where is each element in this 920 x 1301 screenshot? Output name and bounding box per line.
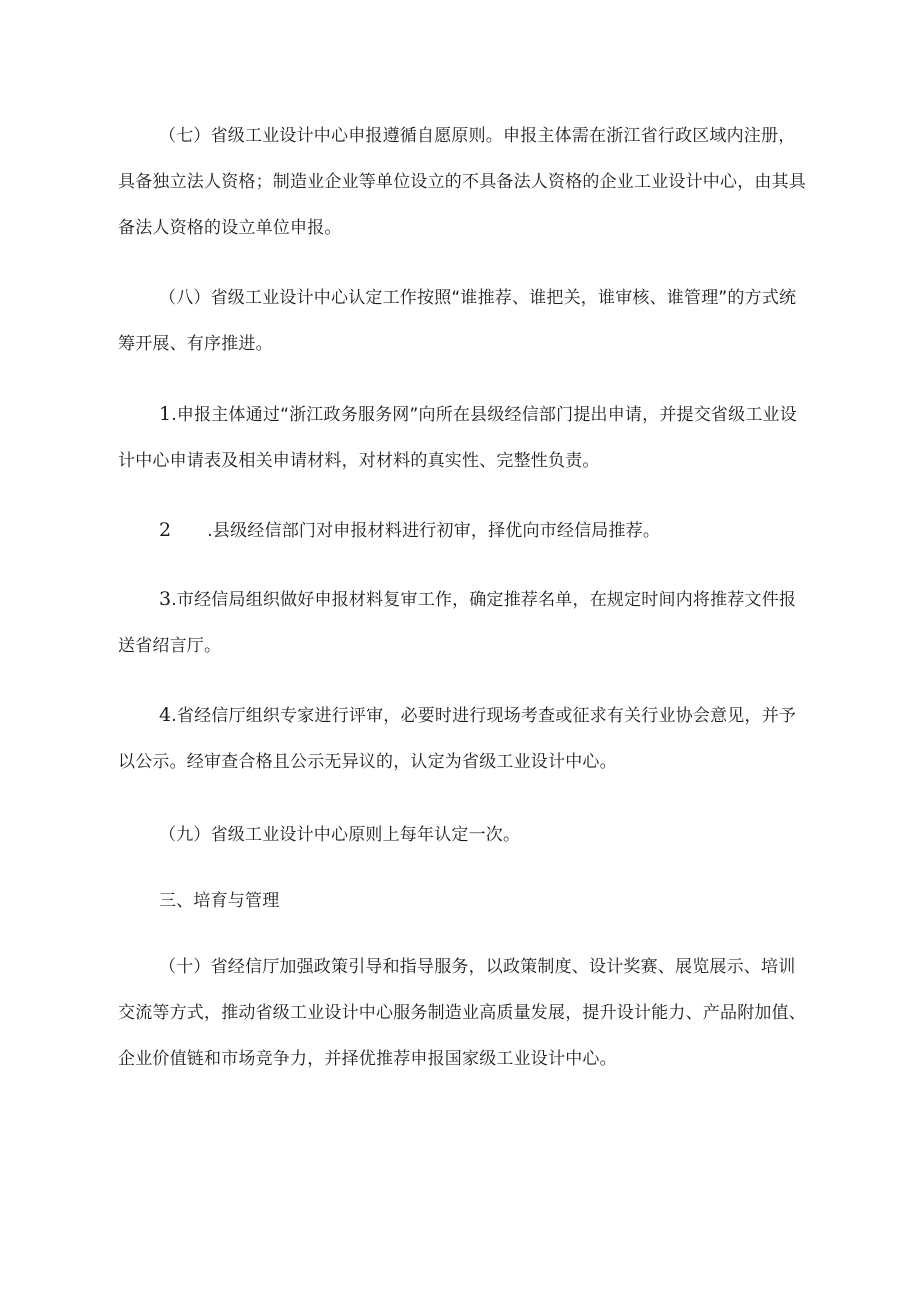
step-3-text: .市经信局组织做好申报材料复审工作，确定推荐名单，在规定时间内将推荐文件报送省绍言厅。 [118, 590, 797, 656]
step-3 [118, 576, 808, 669]
section-heading-3: 三、培育与管理 [159, 891, 280, 911]
paragraph-10: （十）省经信厅加强政策引导和指导服务，以政策制度、设计奖赛、展览展示、培训交流等方式，推动省级工业设计中心服务制造业高质量发展，提升设计能力、产品附加值、企业价值链和市场竞争力，并择优推荐申报国家级工业设计中心。 [118, 957, 806, 1069]
step-1 [118, 391, 808, 484]
paragraph-9: （九）省级工业设计中心原则上每年认定一次。 [159, 825, 521, 845]
paragraph-7: （七）省级工业设计中心申报遵循自愿原则。申报主体需在浙江省行政区域内注册，具备独立法人资格；制造业企业等单位设立的不具备法人资格的企业工业设计中心，由其具备法人资格的设立单位申报。 [118, 126, 806, 238]
paragraph-8: （八）省级工业设计中心认定工作按照“谁推荐、谁把关，谁审核、谁管理”的方式统筹开展、有序推进。 [118, 288, 797, 354]
step-3-number: 3 [159, 588, 172, 610]
step-1-number: 1 [159, 403, 172, 425]
step-2 [118, 507, 808, 554]
step-2-number: 2 [159, 519, 172, 541]
step-4-text: .省经信厅组织专家进行评审，必要时进行现场考查或征求有关行业协会意见，并予以公示。经审查合格且公示无异议的，认定为省级工业设计中心。 [118, 706, 797, 772]
step-4 [118, 692, 808, 785]
step-1-text: .申报主体通过“浙江政务服务网”向所在县级经信部门提出申请，并提交省级工业设计中心申请表及相关申请材料，对材料的真实性、完整性负责。 [118, 405, 797, 471]
step-2-text: .县级经信部门对申报材料进行初审，择优向市经信局推荐。 [207, 521, 661, 541]
step-4-number: 4 [159, 704, 172, 726]
